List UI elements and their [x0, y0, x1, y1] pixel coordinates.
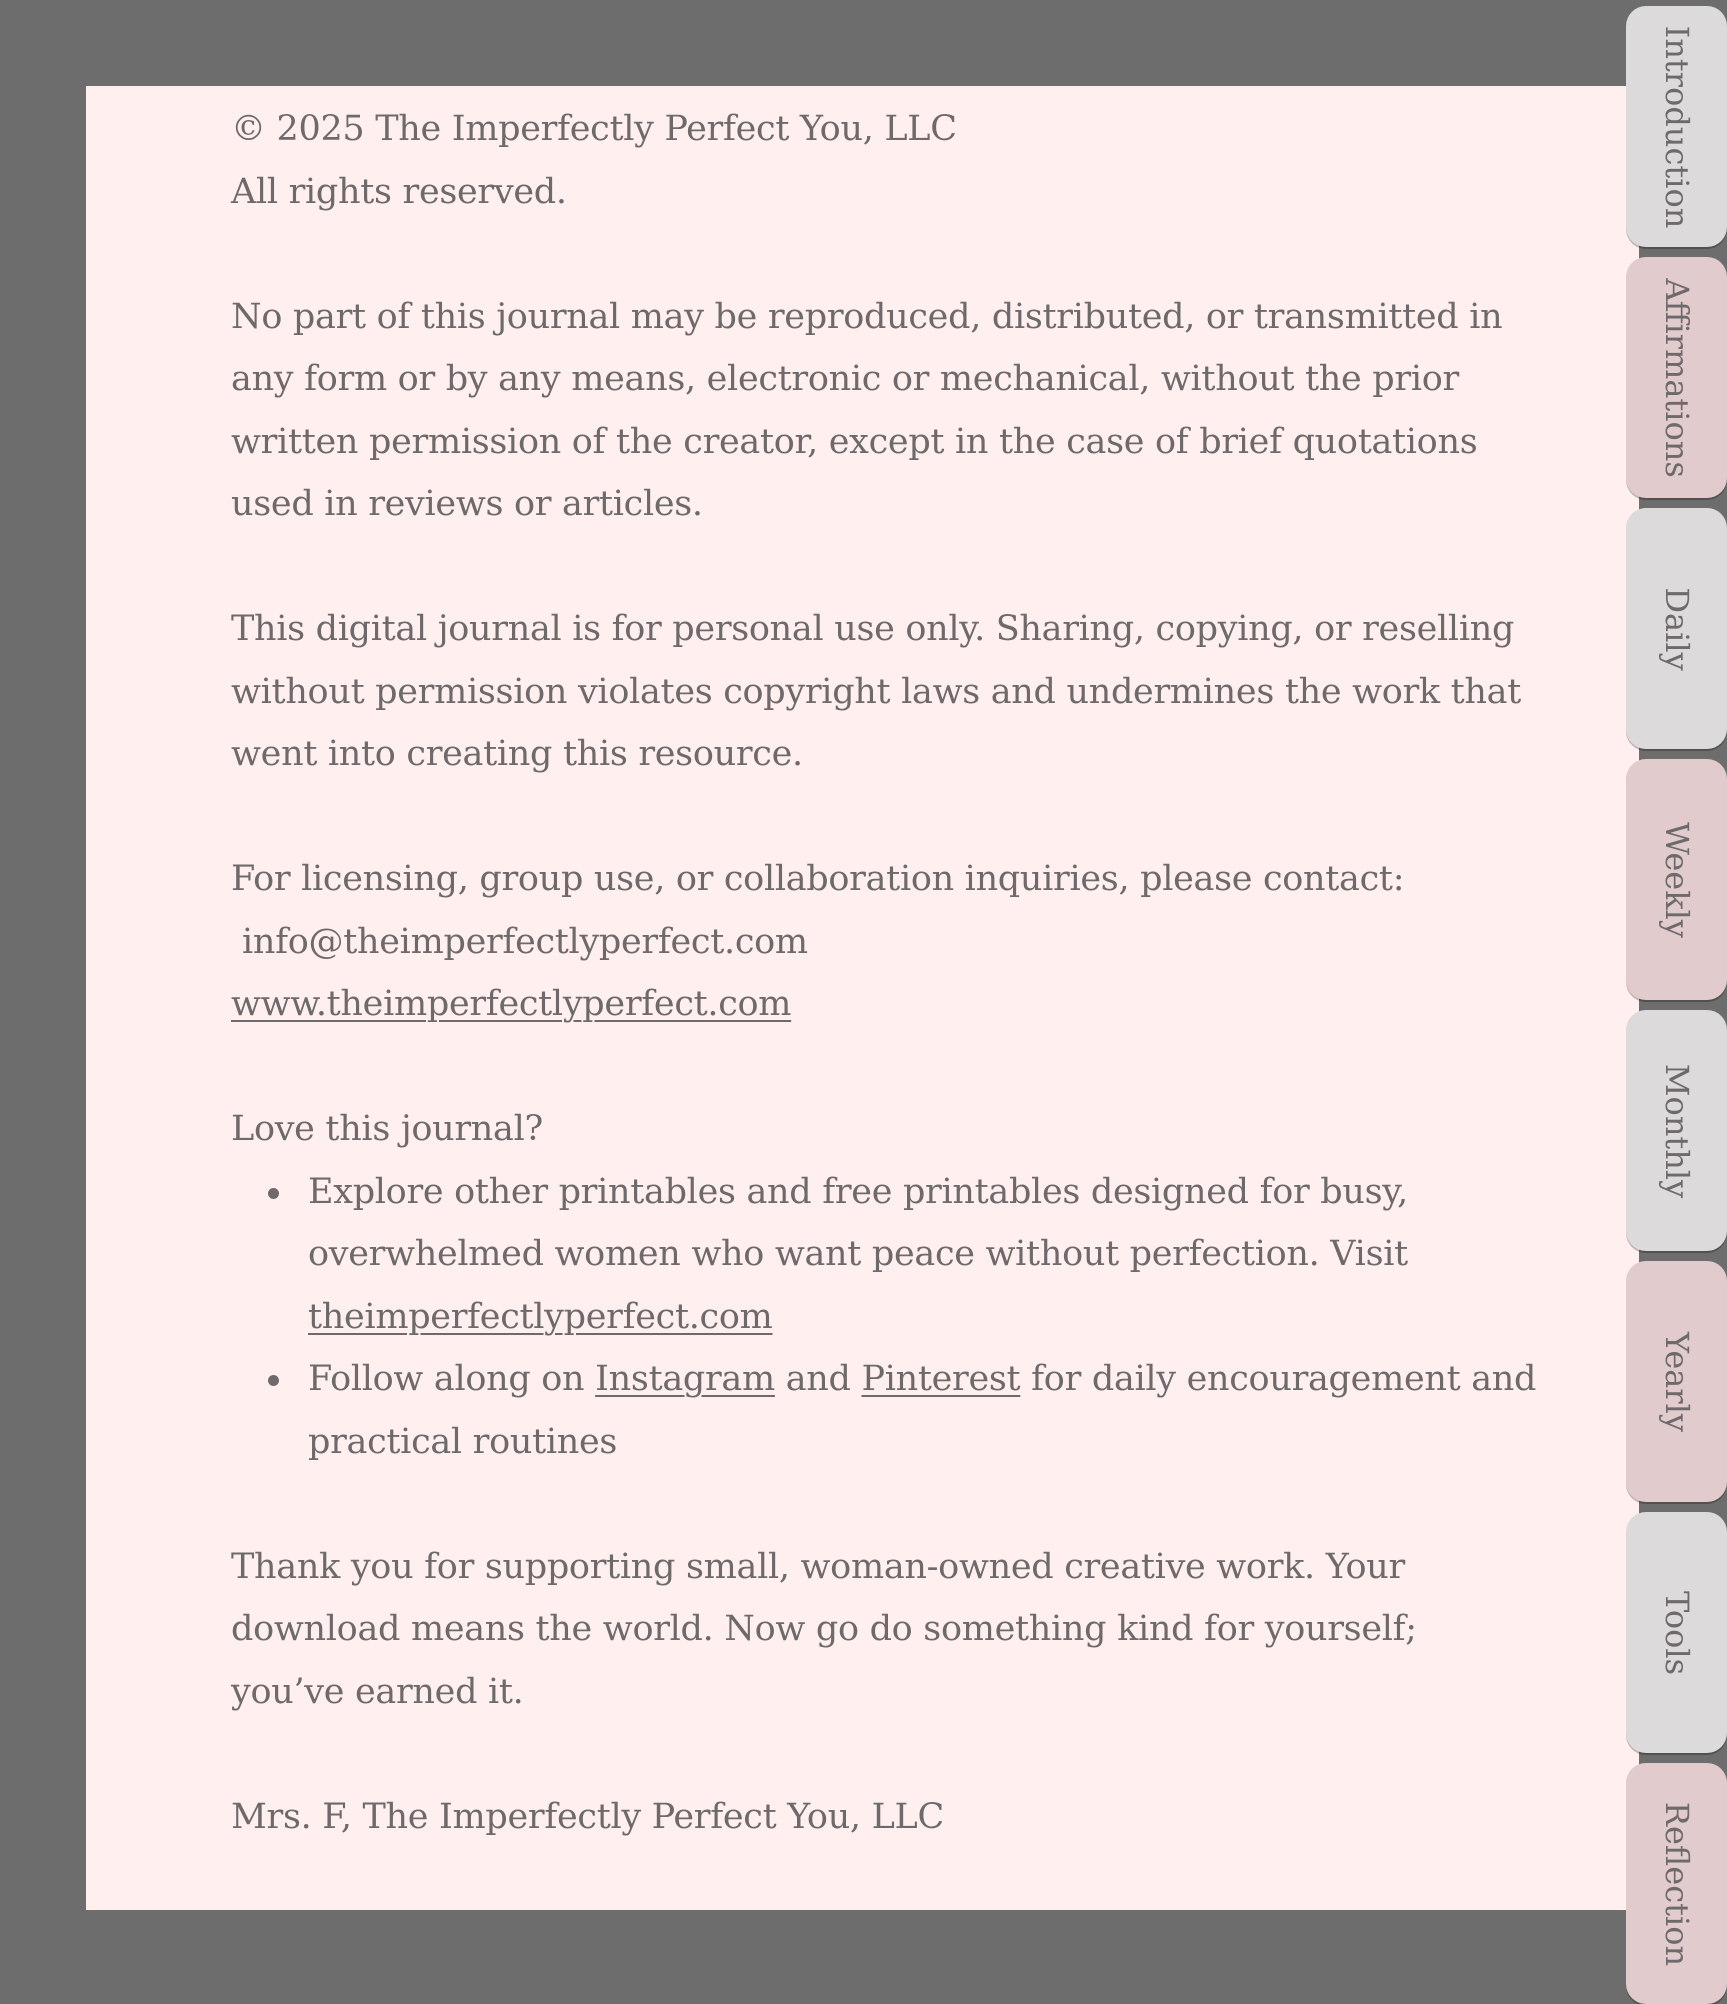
tab-label: Daily: [1657, 586, 1696, 671]
tab-label: Affirmations: [1657, 277, 1696, 478]
tab-introduction[interactable]: [1626, 6, 1727, 247]
tab-reflection[interactable]: [1626, 1763, 1727, 2004]
personal-use-line-3: went into creating this resource.: [231, 734, 803, 774]
promo-item-explore: [308, 1161, 1571, 1349]
pinterest-link[interactable]: Pinterest: [861, 1359, 1021, 1399]
reproduction-line-2: any form or by any means, electronic or mechanical, without the prior: [231, 359, 1459, 399]
love-heading: Love this journal?: [231, 1109, 543, 1149]
tab-affirmations[interactable]: [1626, 257, 1727, 498]
reproduction-line-1: No part of this journal may be reproduced, distributed, or transmitted in: [231, 296, 1503, 337]
instagram-link[interactable]: Instagram: [595, 1359, 775, 1399]
thanks-line-3: you’ve earned it.: [231, 1671, 524, 1712]
contact-email: info@theimperfectlyperfect.com: [242, 921, 808, 962]
promo-list: [231, 1161, 1571, 1474]
rights-reserved: All rights reserved.: [231, 171, 567, 212]
tab-label: Tools: [1657, 1590, 1696, 1675]
follow-suffix: for daily encouragement and: [1020, 1359, 1537, 1399]
signature: Mrs. F, The Imperfectly Perfect You, LLC: [231, 1796, 944, 1837]
contact-intro: For licensing, group use, or collaboration inquiries, please contact:: [231, 859, 1405, 899]
personal-use-line-2: without permission violates copyright laws and undermines the work that: [231, 671, 1522, 712]
explore-line-1: Explore other printables and free printables designed for busy,: [308, 1171, 1408, 1212]
follow-line-2: practical routines: [308, 1421, 618, 1462]
tab-yearly[interactable]: [1626, 1261, 1727, 1502]
tab-label: Monthly: [1657, 1063, 1696, 1198]
tab-daily[interactable]: [1626, 508, 1727, 749]
thanks-line-1: Thank you for supporting small, woman-owned creative work. Your: [231, 1546, 1405, 1587]
tab-monthly[interactable]: [1626, 1010, 1727, 1251]
tab-weekly[interactable]: [1626, 759, 1727, 1000]
section-tabs: [1626, 6, 1727, 2000]
page-content: [231, 98, 1571, 1848]
reproduction-line-3: written permission of the creator, except in the case of brief quotations: [231, 421, 1478, 462]
tab-label: Yearly: [1657, 1331, 1696, 1432]
shop-link[interactable]: theimperfectlyperfect.com: [308, 1296, 773, 1337]
tab-label: Introduction: [1657, 25, 1696, 228]
follow-middle: and: [774, 1359, 862, 1399]
tab-label: Reflection: [1657, 1801, 1696, 1966]
website-link[interactable]: www.theimperfectlyperfect.com: [231, 984, 792, 1024]
follow-prefix: Follow along on: [308, 1359, 596, 1399]
journal-page: [86, 86, 1639, 1910]
tab-tools[interactable]: [1626, 1512, 1727, 1753]
tab-label: Weekly: [1657, 821, 1696, 938]
reproduction-line-4: used in reviews or articles.: [231, 484, 703, 524]
promo-item-follow: [308, 1348, 1571, 1473]
copyright-line: © 2025 The Imperfectly Perfect You, LLC: [231, 109, 957, 149]
thanks-line-2: download means the world. Now go do something kind for yourself;: [231, 1609, 1417, 1649]
explore-line-2: overwhelmed women who want peace without perfection. Visit: [308, 1234, 1408, 1274]
personal-use-line-1: This digital journal is for personal use only. Sharing, copying, or reselling: [231, 609, 1515, 649]
